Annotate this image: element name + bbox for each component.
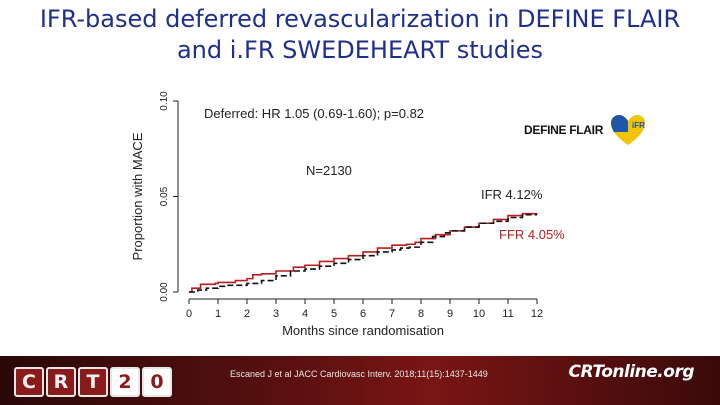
x-tick-label: 7 xyxy=(388,308,396,320)
x-tick-label: 2 xyxy=(243,308,251,320)
crt-online-text: CRTonline.org xyxy=(568,362,694,382)
y-tick-label: 0.10 xyxy=(159,91,170,111)
heart-icon xyxy=(609,112,647,148)
x-tick-label: 3 xyxy=(272,308,280,320)
crt-logo-number: 2 xyxy=(110,367,140,397)
y-tick-label: 0.05 xyxy=(159,186,170,207)
crt-logo-letter: C xyxy=(14,367,44,397)
citation-text: Escaned J et al JACC Cardiovasc Interv. 2018;11(15):1437-1449 xyxy=(230,369,488,379)
x-tick-label: 9 xyxy=(446,308,454,320)
x-tick-label: 10 xyxy=(472,308,486,320)
crt-logo-letter: R xyxy=(46,367,76,397)
x-tick-label: 0 xyxy=(185,308,193,320)
y-tick-label: 0.00 xyxy=(159,282,170,302)
ifr-logo-text: iFR xyxy=(632,121,645,130)
ifr-series-label: IFR 4.12% xyxy=(481,187,543,202)
x-axis-label: Months since randomisation xyxy=(282,323,444,338)
crt20-logo xyxy=(14,367,172,397)
hr-annotation: Deferred: HR 1.05 (0.69-1.60); p=0.82 xyxy=(204,106,425,121)
crt-logo-letter: T xyxy=(78,367,108,397)
crt-logo-number: 0 xyxy=(142,367,172,397)
y-axis-label: Proportion with MACE xyxy=(130,132,145,261)
x-tick-label: 12 xyxy=(530,308,544,320)
study-logos xyxy=(524,112,647,148)
title-line-1: IFR-based deferred revascularization in DEFINE FLAIR xyxy=(39,5,681,33)
x-tick-label: 1 xyxy=(214,308,222,320)
x-tick-label: 4 xyxy=(301,308,309,320)
title-line-2: and i.FR SWEDEHEART studies xyxy=(176,36,544,64)
x-tick-label: 6 xyxy=(359,308,367,320)
n-annotation: N=2130 xyxy=(306,163,352,178)
x-tick-label: 11 xyxy=(502,308,514,320)
ffr-series-label: FFR 4.05% xyxy=(499,227,565,242)
x-tick-label: 8 xyxy=(417,308,425,320)
define-flair-logo: DEFINE FLAIR xyxy=(524,123,604,137)
series-line-ifr xyxy=(189,213,537,292)
ifr-swedeheart-logo xyxy=(609,112,647,148)
crt-online-logo xyxy=(569,362,694,382)
x-tick-label: 5 xyxy=(330,308,338,320)
